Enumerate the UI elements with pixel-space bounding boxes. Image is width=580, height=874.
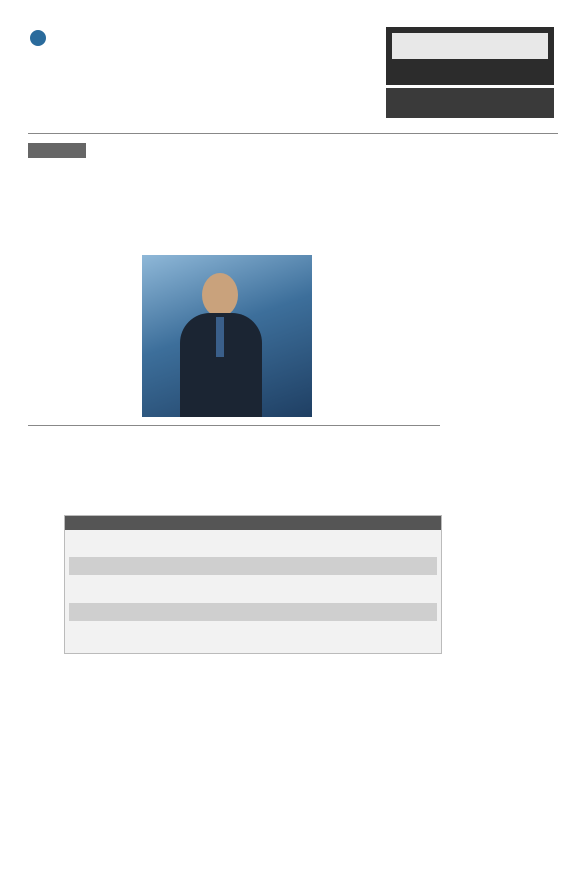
article1-column-1: [28, 253, 136, 421]
article2-column-1-narrow: [28, 515, 60, 869]
photo-tie: [216, 317, 224, 357]
advert-text: [392, 33, 548, 59]
infobox-row: [69, 580, 437, 598]
newspaper-logo-icon: [30, 30, 46, 46]
photo-face: [202, 273, 238, 317]
advert-contact: [386, 88, 554, 118]
infobox-title: [65, 516, 441, 530]
article-divider: [28, 425, 440, 426]
infobox-row: [69, 603, 437, 621]
advert-banner: [386, 27, 554, 85]
pnrr-funds-infobox: [64, 515, 442, 654]
article1-column-5: [428, 253, 554, 421]
infobox-row: [69, 626, 437, 644]
infobox-row: [69, 534, 437, 552]
header-rule: [28, 133, 558, 134]
minister-photo: [142, 255, 312, 417]
article1-column-4: [316, 253, 422, 421]
spacer-5: [145, 388, 146, 389]
infobox-row: [69, 557, 437, 575]
section-badge: [28, 143, 86, 158]
